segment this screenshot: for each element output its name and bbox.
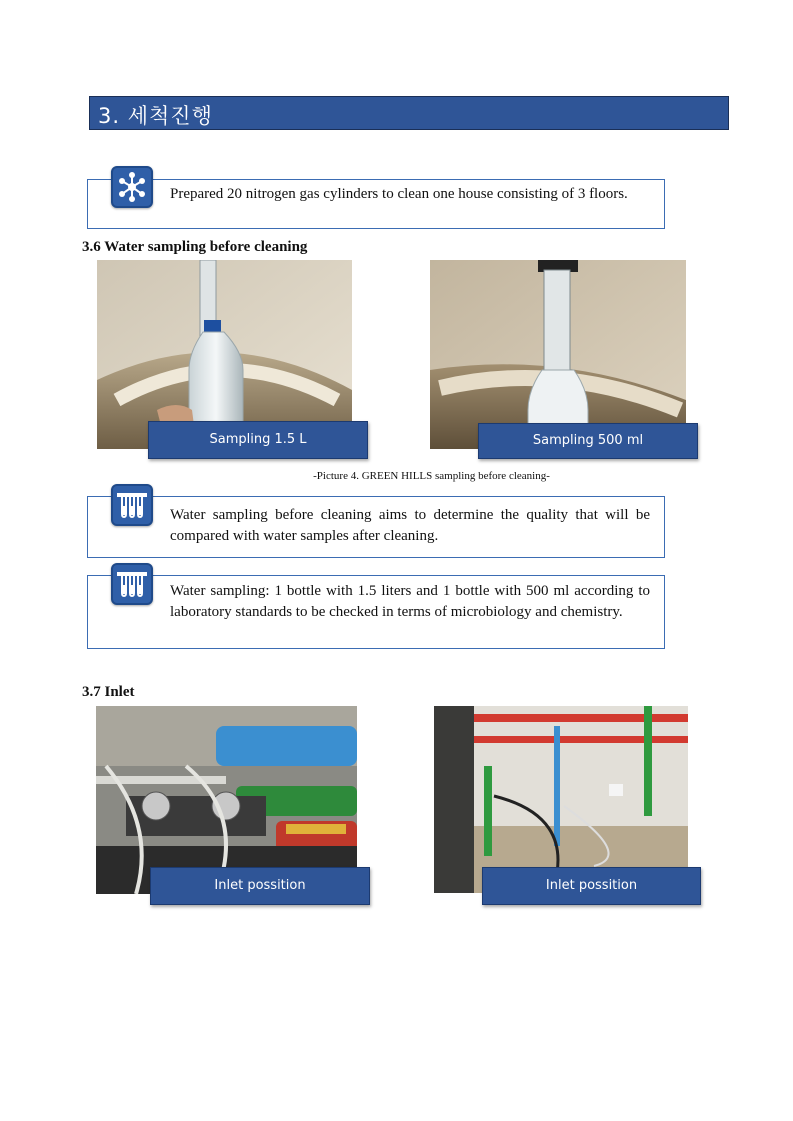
photo-caption: Sampling 1.5 L — [148, 421, 368, 459]
test-tubes-icon — [111, 563, 153, 605]
photo-caption: Inlet possition — [150, 867, 370, 905]
subsection-heading: 3.6 Water sampling before cleaning — [82, 239, 308, 255]
network-icon — [111, 166, 153, 208]
photo-sampling-500ml — [430, 260, 686, 449]
figure-caption: -Picture 4. GREEN HILLS sampling before cleaning- — [313, 470, 550, 482]
photo-inlet-room — [434, 706, 688, 893]
note-text: Prepared 20 nitrogen gas cylinders to clean one house consisting of 3 floors. — [170, 186, 628, 202]
test-tubes-icon — [111, 484, 153, 526]
note-text: Water sampling: 1 bottle with 1.5 liters and 1 bottle with 500 ml according to laboratory standards to be checked in terms of microbiology and chemistry. — [170, 583, 650, 620]
section-title: 세척진행 — [127, 104, 213, 128]
section-header-bar — [89, 96, 729, 130]
subsection-heading: 3.7 Inlet — [82, 684, 135, 700]
photo-inlet-pipes — [96, 706, 357, 894]
photo-caption: Inlet possition — [482, 867, 701, 905]
photo-caption: Sampling 500 ml — [478, 423, 698, 459]
note-text: Water sampling before cleaning aims to determine the quality that will be compared with water samples after cleaning. — [170, 507, 650, 544]
section-number: 3. — [98, 104, 121, 128]
